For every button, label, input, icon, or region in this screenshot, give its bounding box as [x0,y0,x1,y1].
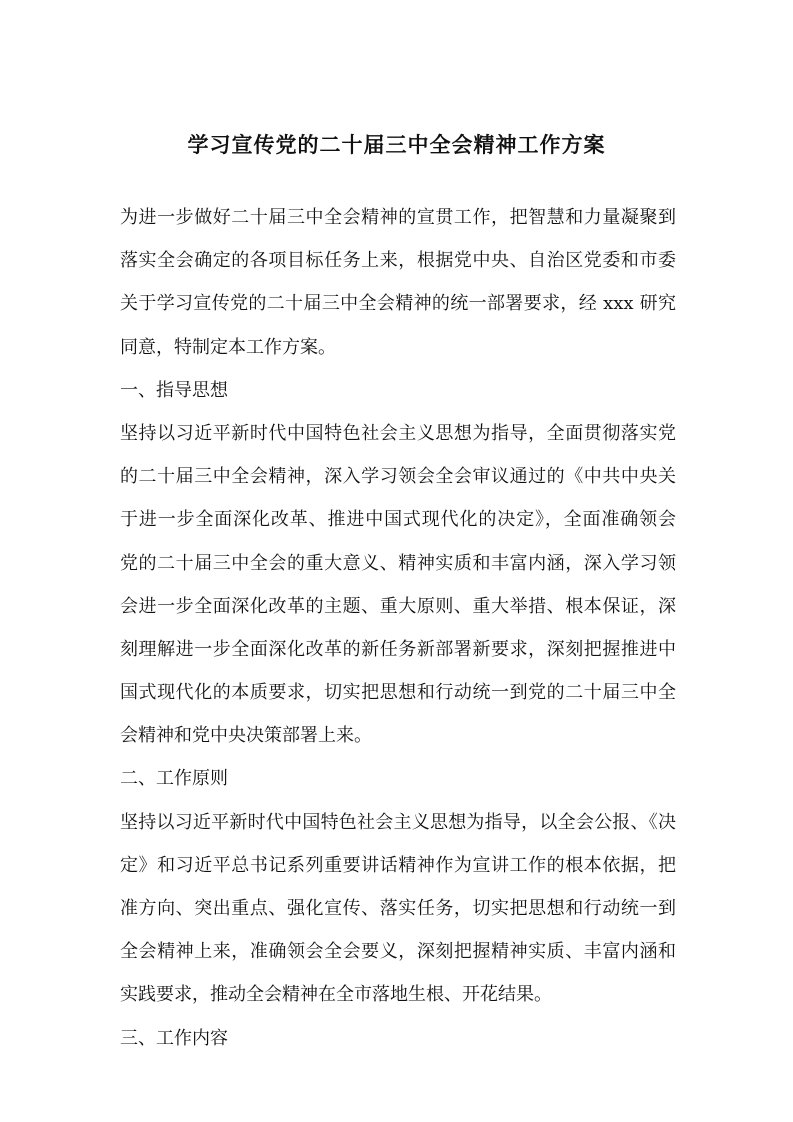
body-line-3: 关于学习宣传党的二十届三中全会精神的统一部署要求，经 xxx 研究 [120,293,676,315]
body-line-18: 全会精神上来，准确领会全会要义，深刻把握精神实质、丰富内涵和 [120,941,676,963]
body-line-13: 会精神和党中央决策部署上来。 [120,725,372,747]
body-line-2: 落实全会确定的各项目标任务上来，根据党中央、自治区党委和市委 [120,250,676,272]
body-line-12: 国式现代化的本质要求，切实把思想和行动统一到党的二十届三中全 [120,682,676,704]
body-line-11: 刻理解进一步全面深化改革的新任务新部署新要求，深刻把握推进中 [120,638,676,660]
body-line-17: 准方向、突出重点、强化宣传、落实任务，切实把思想和行动统一到 [120,898,676,919]
body-line-15: 坚持以习近平新时代中国特色社会主义思想为指导，以全会公报、《决 [120,811,676,833]
body-line-1: 为进一步做好二十届三中全会精神的宣贯工作，把智慧和力量凝聚到 [120,207,676,228]
body-line-10: 会进一步全面深化改革的主题、重大原则、重大举措、根本保证，深 [120,595,676,617]
body-line-19: 实践要求，推动全会精神在全市落地生根、开花结果。 [120,984,552,1006]
body-line-9: 党的二十届三中全会的重大意义、精神实质和丰富内涵，深入学习领 [120,552,676,574]
section-heading-work-principles: 二、工作原则 [120,768,228,790]
section-heading-guiding-thought: 一、指导思想 [120,379,228,401]
body-line-16: 定》和习近平总书记系列重要讲话精神作为宣讲工作的根本依据，把 [120,854,676,876]
body-line-6: 坚持以习近平新时代中国特色社会主义思想为指导，全面贯彻落实党 [120,422,676,444]
document-body [120,196,676,1060]
section-heading-work-content: 三、工作内容 [120,1027,228,1049]
body-line-8: 于进一步全面深化改革、推进中国式现代化的决定》，全面准确领会 [120,509,676,531]
body-line-7: 的二十届三中全会精神，深入学习领会全会审议通过的《中共中央关 [120,466,676,488]
document-title: 学习宣传党的二十届三中全会精神工作方案 [187,133,606,157]
body-line-4: 同意，特制定本工作方案。 [120,336,336,358]
